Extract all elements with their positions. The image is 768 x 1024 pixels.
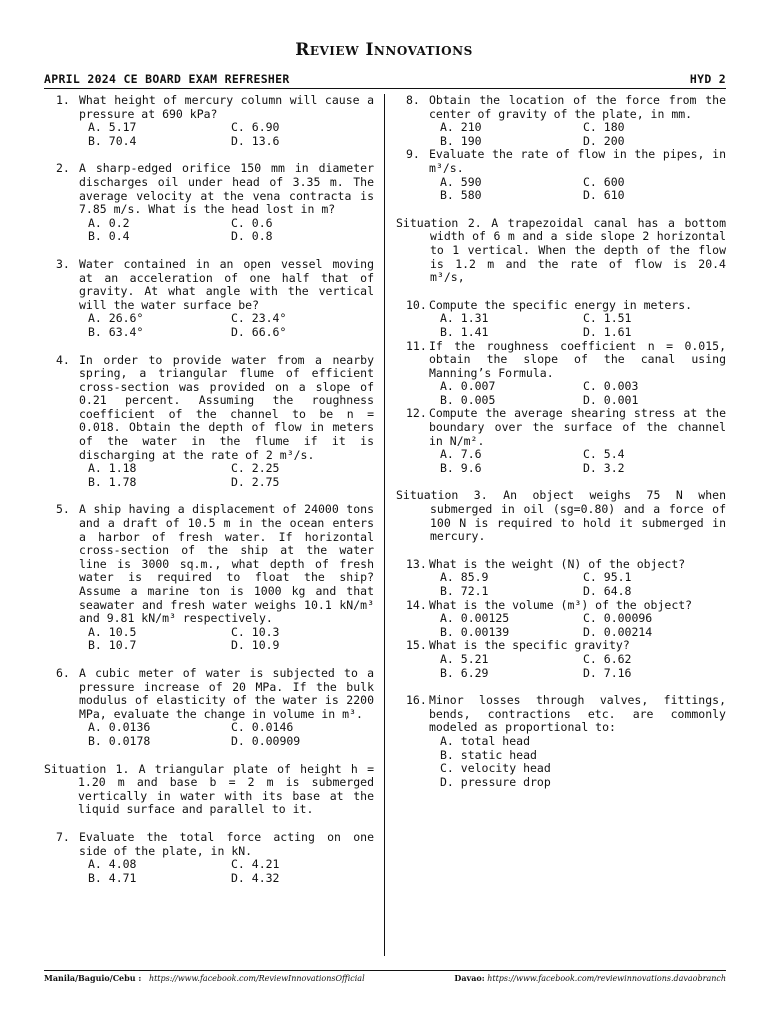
question-number: 2. [56, 161, 70, 176]
spacer [396, 544, 726, 558]
spacer [396, 203, 726, 217]
answer-option: A. 85.9 [440, 570, 489, 585]
spacer [44, 653, 374, 667]
answer-option: B. 1.78 [88, 474, 137, 489]
answer-options [396, 380, 726, 407]
footer-left [44, 973, 365, 983]
situation-text: Situation 1. A triangular plate of height h = 1.20 m and base b = 2 m is submerged vertically in water with its base at the liquid surface and parallel to it. [44, 761, 374, 817]
question [396, 694, 726, 735]
answer-option: D. 3.2 [583, 460, 625, 475]
spacer [44, 340, 374, 354]
question [44, 503, 374, 625]
answer-option: C. velocity head [440, 761, 551, 776]
spacer [44, 148, 374, 162]
answer-option: C. 180 [583, 120, 625, 135]
question [44, 354, 374, 463]
page-header [44, 72, 726, 86]
question-text: A sharp-edged orifice 150 mm in diameter discharges oil under head of 3.35 m. The average velocity at the vena contracta is 7.85 m/s. What is the head lost in m? [79, 161, 374, 217]
answer-options [396, 121, 726, 148]
header-title: APRIL 2024 CE BOARD EXAM REFRESHER [44, 72, 290, 86]
question-text: Evaluate the total force acting on one side of the plate, in kN. [79, 829, 374, 858]
answer-option: C. 2.25 [231, 461, 280, 476]
header-code: HYD 2 [689, 72, 726, 86]
answer-option: C. 0.0146 [231, 720, 294, 735]
answer-option: D. pressure drop [440, 774, 551, 789]
answer-option: B. 190 [440, 133, 482, 148]
answer-option: B. 4.71 [88, 870, 137, 885]
question [396, 407, 726, 448]
answer-option: B. static head [440, 747, 537, 762]
answer-options [396, 176, 726, 203]
footer-left-label: Manila/Baguio/Cebu : [44, 973, 142, 983]
answer-option: C. 6.90 [231, 120, 280, 135]
answer-options [396, 448, 726, 475]
answer-options [44, 462, 374, 489]
spacer [44, 817, 374, 831]
spacer [396, 285, 726, 299]
question [44, 258, 374, 312]
answer-option: A. 0.2 [88, 215, 130, 230]
answer-option: C. 95.1 [583, 570, 632, 585]
footer-right [454, 973, 726, 983]
question-number: 3. [56, 256, 70, 271]
answer-option: B. 0.005 [440, 392, 496, 407]
answer-option: A. 0.00125 [440, 611, 510, 626]
question [396, 599, 726, 613]
answer-option: A. 7.6 [440, 447, 482, 462]
question-number: 13. [406, 556, 427, 571]
question-number: 1. [56, 93, 70, 107]
question-number: 15. [406, 638, 427, 653]
question-text: A cubic meter of water is subjected to a pressure increase of 20 MPa. If the bulk modulus of elasticity of the water is 2200 MPa, evaluate the change in volume in m³. [79, 665, 374, 721]
answer-option: C. 23.4° [231, 311, 287, 326]
answer-options [396, 571, 726, 598]
answer-option: A. 5.17 [88, 120, 137, 135]
situation-text: Situation 2. A trapezoidal canal has a bottom width of 6 m and a side slope 2 horizontal to 1 vertical. When the depth of the flow is 1.2 m and the rate of flow is 20.4 m³/s, [396, 215, 726, 285]
answer-option: D. 7.16 [583, 665, 632, 680]
answer-option: C. 0.6 [231, 215, 273, 230]
answer-option: D. 13.6 [231, 133, 280, 148]
answer-options [396, 653, 726, 680]
spacer [44, 244, 374, 258]
question [396, 148, 726, 175]
question [396, 558, 726, 572]
question-number: 5. [56, 502, 70, 517]
question [396, 299, 726, 313]
question-text: Obtain the location of the force from the center of gravity of the plate, in mm. [429, 93, 726, 121]
question-number: 9. [406, 147, 420, 162]
answer-option: A. 210 [440, 120, 482, 135]
footer-right-link[interactable]: https://www.facebook.com/reviewinnovations.davaobranch [487, 974, 726, 983]
question-number: 10. [406, 297, 427, 312]
question-text: What is the volume (m³) of the object? [429, 597, 693, 612]
question-text: Compute the specific energy in meters. [429, 297, 693, 312]
answer-option: B. 70.4 [88, 133, 137, 148]
left-column [44, 94, 374, 885]
question-text: What is the specific gravity? [429, 638, 630, 653]
answer-option: D. 0.00909 [231, 733, 301, 748]
column-divider [384, 94, 385, 956]
question-text: What height of mercury column will cause a pressure at 690 kPa? [79, 93, 374, 121]
answer-option: B. 63.4° [88, 324, 144, 339]
answer-option: B. 6.29 [440, 665, 489, 680]
spacer [396, 680, 726, 694]
question-text: If the roughness coefficient n = 0.015, obtain the slope of the canal using Manning’s Formula. [429, 338, 726, 380]
question-number: 7. [56, 829, 70, 844]
answer-option: A. 0.0136 [88, 720, 151, 735]
answer-options [396, 612, 726, 639]
answer-options [44, 217, 374, 244]
answer-option: D. 4.32 [231, 870, 280, 885]
answer-option: A. 10.5 [88, 624, 137, 639]
answer-option: A. 26.6° [88, 311, 144, 326]
question-number: 4. [56, 352, 70, 367]
brand-title: Review Innovations [295, 40, 473, 60]
right-column [396, 94, 726, 789]
answer-option: C. 1.51 [583, 311, 632, 326]
answer-option: C. 10.3 [231, 624, 280, 639]
question-text: Water contained in an open vessel moving at an acceleration of one half that of gravity. At what angle with the vertical will the water surface be? [79, 256, 374, 312]
answer-option: D. 2.75 [231, 474, 280, 489]
spacer [44, 489, 374, 503]
answer-options [44, 626, 374, 653]
question [396, 340, 726, 381]
answer-option: D. 66.6° [231, 324, 287, 339]
answer-option: D. 64.8 [583, 584, 632, 598]
answer-options [44, 121, 374, 148]
answer-option: A. 4.08 [88, 857, 137, 872]
answer-options [44, 858, 374, 885]
footer-left-link[interactable]: https://www.facebook.com/ReviewInnovationsOfficial [148, 974, 365, 983]
spacer [396, 475, 726, 489]
answer-option: A. total head [440, 733, 531, 748]
answer-option: D. 200 [583, 133, 625, 148]
header-rule [44, 88, 726, 89]
question-number: 12. [406, 406, 427, 421]
answer-option: D. 1.61 [583, 324, 632, 339]
answer-option: C. 6.62 [583, 651, 632, 666]
answer-option: B. 580 [440, 188, 482, 203]
answer-option: A. 0.007 [440, 379, 496, 394]
answer-options [44, 721, 374, 748]
footer-right-label: Davao: [454, 973, 485, 983]
answer-option: A. 1.18 [88, 461, 137, 476]
question-number: 8. [406, 93, 420, 107]
answer-option: B. 0.0178 [88, 733, 151, 748]
answer-option: D. 0.8 [231, 229, 273, 244]
answer-option: A. 1.31 [440, 311, 489, 326]
question [396, 639, 726, 653]
answer-options [396, 735, 726, 789]
answer-option: B. 72.1 [440, 584, 489, 598]
question-text: What is the weight (N) of the object? [429, 556, 686, 571]
answer-options [396, 312, 726, 339]
answer-option: D. 0.001 [583, 392, 639, 407]
question-number: 14. [406, 597, 427, 612]
question-number: 6. [56, 665, 70, 680]
question-text: Evaluate the rate of flow in the pipes, in m³/s. [429, 147, 726, 175]
answer-option: B. 9.6 [440, 460, 482, 475]
answer-options [44, 312, 374, 339]
answer-option: A. 590 [440, 174, 482, 189]
answer-option: C. 0.003 [583, 379, 639, 394]
answer-option: B. 1.41 [440, 324, 489, 339]
answer-option: A. 5.21 [440, 651, 489, 666]
situation-text: Situation 3. An object weighs 75 N when submerged in oil (sg=0.80) and a force of 100 N is required to hold it submerged in mercury. [396, 488, 726, 544]
answer-option: C. 600 [583, 174, 625, 189]
answer-option: C. 5.4 [583, 447, 625, 462]
question [44, 162, 374, 216]
question [396, 94, 726, 121]
spacer [44, 749, 374, 763]
question [44, 94, 374, 121]
question-text: In order to provide water from a nearby spring, a triangular flume of efficient cross-section was provided on a slope of 0.21 percent. Assuming the roughness coefficient of the channel to be n = 0.018. Obtain the depth of flow in meters of the water in the flume if it is discharging at the rate of 2 m³/s. [79, 352, 374, 462]
answer-option: B. 0.4 [88, 229, 130, 244]
question [44, 831, 374, 858]
answer-option: D. 610 [583, 188, 625, 203]
question-text: A ship having a displacement of 24000 tons and a draft of 10.5 m in the ocean enters a harbor of fresh water. If horizontal cross-section of the ship at the water line is 3000 sq.m., what depth of fresh water is required to float the ship? Assume a marine ton is 1000 kg and that seawater and fresh water weighs 10.1 kN/m³ and 9.81 kN/m³ respectively. [79, 502, 374, 626]
answer-option: C. 0.00096 [583, 611, 653, 626]
question [44, 667, 374, 721]
question-text: Compute the average shearing stress at the boundary over the surface of the channel in N/m². [429, 406, 726, 448]
question-number: 11. [406, 338, 427, 353]
answer-option: B. 0.00139 [440, 624, 510, 639]
answer-option: C. 4.21 [231, 857, 280, 872]
question-text: Minor losses through valves, fittings, bends, contractions etc. are commonly modeled as proportional to: [429, 693, 726, 735]
answer-option: D. 0.00214 [583, 624, 653, 639]
answer-option: D. 10.9 [231, 638, 280, 653]
question-number: 16. [406, 693, 427, 708]
answer-option: B. 10.7 [88, 638, 137, 653]
footer-rule [44, 970, 726, 971]
